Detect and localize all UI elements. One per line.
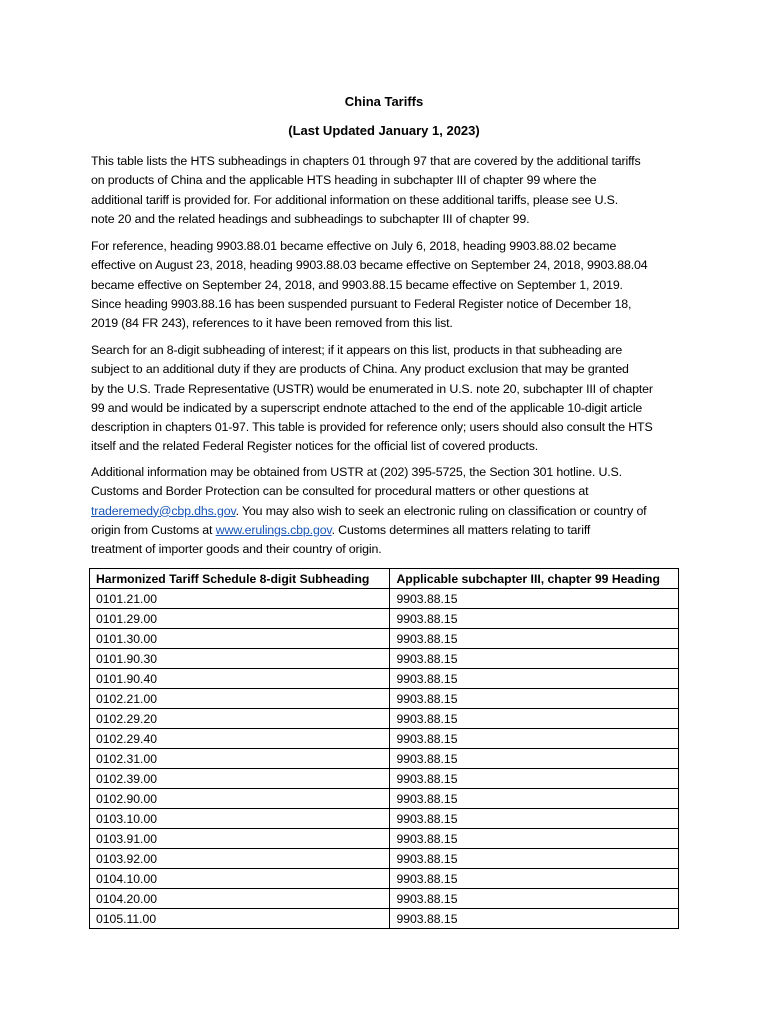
paragraph-line: Search for an 8-digit subheading of interest; if it appears on this list, products in that subheading are (91, 343, 623, 357)
hts-subheading-cell: 0103.92.00 (90, 849, 390, 869)
hts-subheading-cell: 0101.30.00 (90, 629, 390, 649)
paragraph-line: This table lists the HTS subheadings in chapters 01 through 97 that are covered by the additional tariffs (91, 154, 641, 168)
chapter99-heading-cell: 9903.88.15 (390, 749, 679, 769)
chapter99-heading-cell: 9903.88.15 (390, 629, 679, 649)
chapter99-heading-cell: 9903.88.15 (390, 809, 679, 829)
hts-subheading-cell: 0102.29.20 (90, 709, 390, 729)
chapter99-heading-cell: 9903.88.15 (390, 589, 679, 609)
last-updated: (Last Updated January 1, 2023) (288, 123, 480, 138)
hts-subheading-cell: 0101.29.00 (90, 609, 390, 629)
hts-subheading-cell: 0102.29.40 (90, 729, 390, 749)
table-row (90, 709, 679, 729)
hts-subheading-cell: 0104.10.00 (90, 869, 390, 889)
table-row (90, 669, 679, 689)
chapter99-heading-cell: 9903.88.15 (390, 789, 679, 809)
intro-paragraph (91, 152, 691, 229)
table-row (90, 789, 679, 809)
hts-subheading-cell: 0101.90.40 (90, 669, 390, 689)
paragraph-line: description in chapters 01-97. This table is provided for reference only; users should also consult the HTS (91, 420, 653, 435)
table-row (90, 849, 679, 869)
chapter99-heading-cell: 9903.88.15 (390, 649, 679, 669)
table-row (90, 869, 679, 889)
table-row (90, 649, 679, 669)
table-row (90, 909, 679, 929)
hts-subheading-cell: 0104.20.00 (90, 889, 390, 909)
hts-subheading-cell: 0102.21.00 (90, 689, 390, 709)
table-row (90, 589, 679, 609)
table-row (90, 889, 679, 909)
table-row (90, 749, 679, 769)
hts-subheading-cell: 0102.31.00 (90, 749, 390, 769)
table-row (90, 689, 679, 709)
chapter99-heading-cell: 9903.88.15 (390, 669, 679, 689)
table-header-row (90, 569, 679, 589)
hts-subheading-cell: 0102.39.00 (90, 769, 390, 789)
paragraph-line: on products of China and the applicable HTS heading in subchapter III of chapter 99 where the (91, 173, 597, 188)
paragraph-text: origin from Customs at (91, 522, 216, 537)
paragraph-line: Customs and Border Protection can be consulted for procedural matters or other questions at (91, 484, 589, 499)
table-row (90, 769, 679, 789)
paragraph-line: For reference, heading 9903.88.01 became effective on July 6, 2018, heading 9903.88.02 became (91, 239, 617, 253)
paragraph-line (91, 502, 691, 521)
chapter99-heading-cell: 9903.88.15 (390, 909, 679, 929)
column-header-subheading: Harmonized Tariff Schedule 8-digit Subheading (90, 569, 390, 589)
paragraph-line: became effective on September 24, 2018, and 9903.88.15 became effective on September 1, 2019. (91, 277, 623, 292)
search-paragraph (91, 341, 691, 457)
erulings-link[interactable]: www.erulings.cbp.gov (215, 522, 332, 537)
hts-subheading-cell: 0105.11.00 (90, 909, 390, 929)
chapter99-heading-cell: 9903.88.15 (390, 849, 679, 869)
table-row (90, 809, 679, 829)
paragraph-line: effective on August 23, 2018, heading 9903.88.03 became effective on September 24, 2018, 9903.88.04 (91, 258, 648, 273)
chapter99-heading-cell: 9903.88.15 (390, 889, 679, 909)
paragraph-line: by the U.S. Trade Representative (USTR) would be enumerated in U.S. note 20, subchapter III of chapter (91, 381, 653, 396)
chapter99-heading-cell: 9903.88.15 (390, 829, 679, 849)
hts-subheading-cell: 0101.90.30 (90, 649, 390, 669)
paragraph-line: 2019 (84 FR 243), references to it have been removed from this list. (91, 316, 453, 331)
paragraph-line (91, 521, 691, 540)
chapter99-heading-cell: 9903.88.15 (390, 769, 679, 789)
hts-subheading-cell: 0101.21.00 (90, 589, 390, 609)
table-row (90, 729, 679, 749)
contact-paragraph (91, 463, 691, 559)
table-row (90, 629, 679, 649)
paragraph-line: note 20 and the related headings and subheadings to subchapter III of chapter 99. (91, 211, 530, 226)
paragraph-line: subject to an additional duty if they are products of China. Any product exclusion that may be granted (91, 362, 629, 377)
chapter99-heading-cell: 9903.88.15 (390, 689, 679, 709)
hts-subheading-cell: 0103.10.00 (90, 809, 390, 829)
tariff-table (89, 568, 679, 929)
chapter99-heading-cell: 9903.88.15 (390, 869, 679, 889)
paragraph-line: itself and the related Federal Register notices for the official list of covered products. (91, 439, 539, 454)
column-header-chapter99: Applicable subchapter III, chapter 99 Heading (390, 569, 679, 589)
chapter99-heading-cell: 9903.88.15 (390, 729, 679, 749)
email-link[interactable]: traderemedy@cbp.dhs.gov (91, 503, 236, 518)
table-row (90, 609, 679, 629)
hts-subheading-cell: 0102.90.00 (90, 789, 390, 809)
chapter99-heading-cell: 9903.88.15 (390, 609, 679, 629)
chapter99-heading-cell: 9903.88.15 (390, 709, 679, 729)
paragraph-text: . Customs determines all matters relating to tariff (331, 522, 591, 537)
paragraph-line: Additional information may be obtained from USTR at (202) 395-5725, the Section 301 hotline. U.S. (91, 465, 622, 479)
paragraph-line: additional tariff is provided for. For additional information on these additional tariffs, please see U.S. (91, 192, 619, 207)
paragraph-line: 99 and would be indicated by a superscript endnote attached to the end of the applicable 10-digit article (91, 400, 643, 415)
table-row (90, 829, 679, 849)
document-title: China Tariffs (344, 94, 424, 109)
hts-subheading-cell: 0103.91.00 (90, 829, 390, 849)
paragraph-line: treatment of importer goods and their country of origin. (91, 542, 382, 557)
paragraph-text: . You may also wish to seek an electronic ruling on classification or country of (235, 503, 647, 518)
paragraph-line: Since heading 9903.88.16 has been suspended pursuant to Federal Register notice of December 18, (91, 296, 632, 311)
reference-paragraph (91, 237, 691, 333)
